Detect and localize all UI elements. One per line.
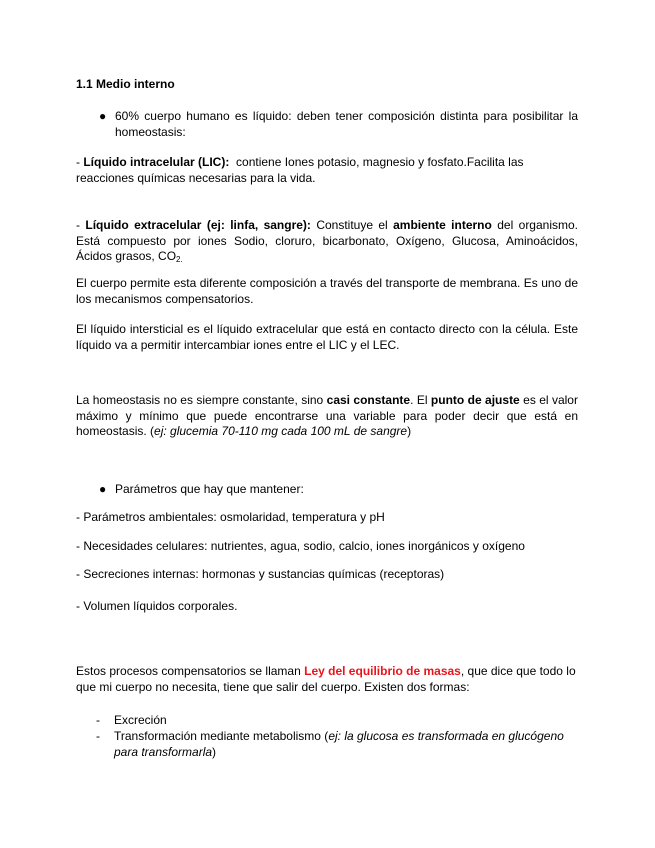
- bullet-dot-icon: ●: [99, 109, 107, 123]
- homeo-example: ej: glucemia 70-110 mg cada 100 mL de sangre: [154, 424, 408, 438]
- ley-text-1: Estos procesos compensatorios se llaman: [76, 664, 301, 678]
- homeo-text-4: ): [407, 424, 412, 438]
- list-item-text: [114, 729, 564, 760]
- intersticial-paragraph: El líquido intersticial es el líquido extracelular que está en contacto directo con la célula. Este líquido va a permitir intercambiar iones entre el LIC y el LEC.: [76, 322, 578, 352]
- lic-text: contiene Iones potasio, magnesio y fosfato.Facilita las reacciones químicas necesarias para la vida.: [76, 155, 524, 185]
- homeo-bold-2: punto de ajuste: [430, 393, 520, 407]
- list-item-text-1: Transformación mediante metabolismo (: [114, 729, 329, 743]
- homeostasis-paragraph: [76, 393, 578, 440]
- param-item: - Parámetros ambientales: osmolaridad, temperatura y pH: [76, 510, 385, 524]
- param-item: - Secreciones internas: hormonas y sustancias químicas (receptoras): [76, 567, 445, 581]
- lic-label: Líquido intracelular (LIC):: [83, 155, 230, 169]
- bullet-dot-icon: ●: [99, 482, 107, 496]
- lec-text-2: del organismo. Está compuesto por iones Sodio, cloruro, bicarbonato, Oxígeno, Glucosa, Aminoácidos, Ácidos grasos, CO: [76, 218, 579, 263]
- ley-text-2: , que dice que todo lo que mi cuerpo no necesita, tiene que salir del cuerpo. Existen dos formas:: [76, 664, 576, 694]
- list-item-example: ej: la glucosa es transformada en glucógeno para transformarla: [114, 729, 564, 759]
- dash-marker: -: [96, 713, 100, 727]
- param-item: - Necesidades celulares: nutrientes, agua, sodio, calcio, iones inorgánicos y oxígeno: [76, 539, 525, 553]
- homeo-text-3: es el valor máximo y mínimo que puede encontrarse una variable para poder decir que está en homeostasis. (: [76, 393, 578, 438]
- list-item-text: Excreción: [114, 713, 167, 727]
- bullet-text: Parámetros que hay que mantener:: [115, 482, 304, 496]
- lec-subscript: 2.: [176, 255, 183, 264]
- homeo-bold-1: casi constante: [326, 393, 411, 407]
- lec-label: Líquido extracelular (ej: linfa, sangre):: [85, 218, 311, 232]
- ley-paragraph: [76, 664, 578, 695]
- lec-paragraph: - Líquido extracelular (ej: linfa, sangre): Constituye el ambiente interno del organismo. Está compuesto por iones Sodio, cloruro, bicarbonato, Oxígeno, Glucosa, Aminoácidos, Ácidos grasos, $CO_{2.}$: [76, 218, 579, 264]
- membrana-paragraph: El cuerpo permite esta diferente composición a través del transporte de membrana. Es uno de los mecanismos compensatorios.: [76, 276, 578, 306]
- dash-marker: -: [96, 729, 100, 743]
- ley-highlight: Ley del equilibrio de masas: [304, 664, 461, 678]
- param-item: - Volumen líquidos corporales.: [76, 599, 238, 613]
- list-item-text-2: ): [212, 744, 217, 759]
- homeo-text-2: . El: [410, 393, 428, 407]
- lec-text-1: Constituye el: [316, 218, 388, 232]
- section-heading: 1.1 Medio interno: [76, 77, 175, 91]
- lic-paragraph: - Líquido intracelular (LIC): contiene Iones potasio, magnesio y fosfato.Facilita las reacciones químicas necesarias para la vida.: [76, 155, 524, 185]
- homeo-text-1: La homeostasis no es siempre constante, sino: [76, 393, 324, 407]
- bullet-text: 60% cuerpo humano es líquido: deben tener composición distinta para posibilitar la homeostasis:: [115, 109, 578, 139]
- lec-bold: ambiente interno: [393, 218, 492, 232]
